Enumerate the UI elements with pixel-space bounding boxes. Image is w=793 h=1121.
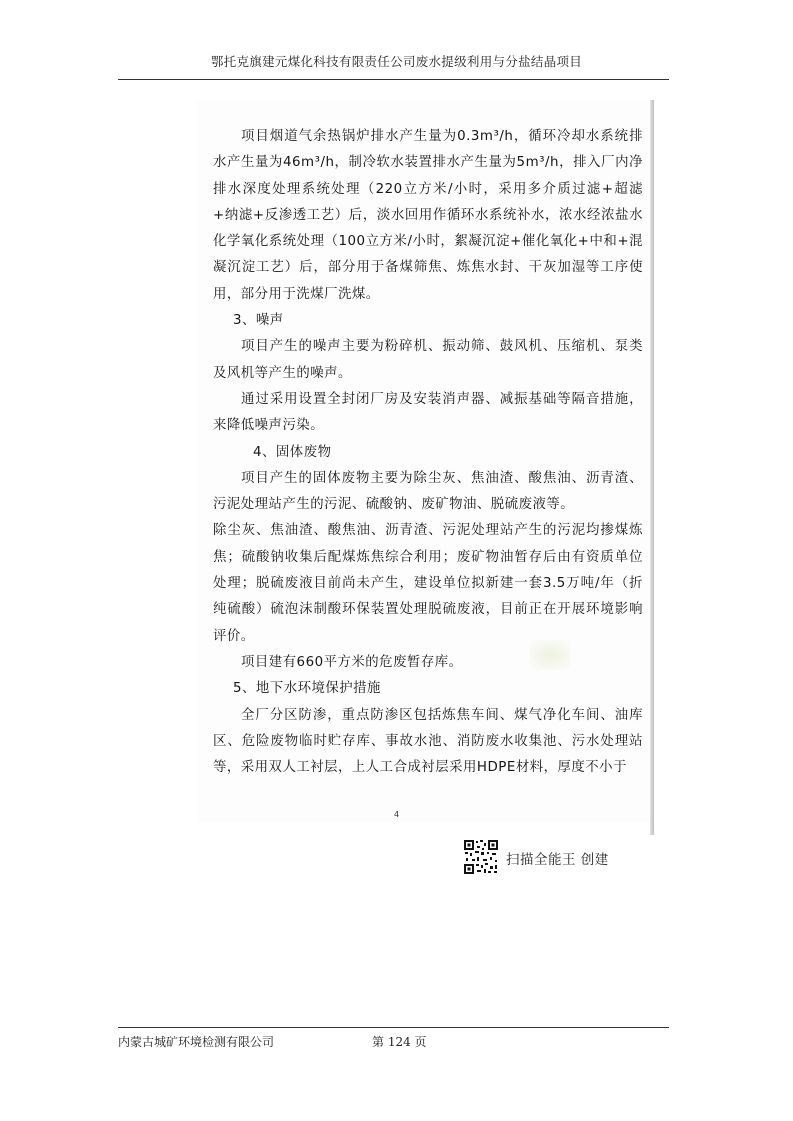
scanner-watermark: 扫描全能王 创建 (506, 852, 609, 868)
footer-page-number: 第 124 页 (372, 1035, 427, 1049)
heading-noise: 3、噪声 (233, 313, 284, 329)
paragraph-solid-waste-disposal: 除尘灰、焦油渣、酸焦油、沥青渣、污泥处理站产生的污泥均掺煤炼焦；硫酸钠收集后配煤炼焦综合利用；废矿物油暂存后由有资质单位处理；脱硫废液目前尚未产生，建设单位拟新建一套3.5万吨/年（折纯硫酸）硫泡沫制酸环保装置处理脱硫废液，目前正在开展环境影响评价。 (213, 523, 643, 644)
scan-page-number: 4 (393, 810, 400, 819)
paragraph-solid-waste-types: 项目产生的固体废物主要为除尘灰、焦油渣、酸焦油、沥青渣、污泥处理站产生的污泥、硫酸钠、废矿物油、脱硫废液等。 (213, 470, 643, 513)
document-body (213, 124, 643, 781)
footer-company: 内蒙古城矿环境检测有限公司 (118, 1035, 275, 1049)
heading-solid-waste: 4、固体废物 (253, 444, 332, 460)
paragraph-wastewater: 项目烟道气余热锅炉排水产生量为0.3m³/h，循环冷却水系统排水产生量为46m³/h，制冷软水装置排水产生量为5m³/h，排入厂内净排水深度处理系统处理（220立方米/小时，采用多介质过滤+超滤+纳滤+反渗透工艺）后，淡水回用作循环水系统补水，浓水经浓盐水化学氧化系统处理（100立方米/小时，絮凝沉淀+催化氧化+中和+混凝沉淀工艺）后，部分用于备煤筛焦、炼焦水封、干灰加湿等工序使用，部分用于洗煤厂洗煤。 (213, 129, 643, 302)
header-divider (118, 79, 669, 80)
paragraph-groundwater: 全厂分区防渗，重点防渗区包括炼焦车间、煤气净化车间、油库区、危险废物临时贮存库、事故水池、消防废水收集池、污水处理站等，采用双人工衬层，上人工合成衬层采用HDPE材料，厚度不小于 (213, 707, 643, 776)
paragraph-hazardous-storage: 项目建有660平方米的危废暂存库。 (241, 654, 463, 670)
paragraph-noise-measures: 通过采用设置全封闭厂房及安装消声器、减振基础等隔音措施，来降低噪声污染。 (213, 391, 643, 434)
header-title: 鄂托克旗建元煤化科技有限责任公司废水提级利用与分盐结晶项目 (210, 54, 583, 69)
heading-groundwater: 5、地下水环境保护措施 (233, 681, 381, 697)
footer-divider (118, 1027, 669, 1028)
qr-code-icon (463, 839, 499, 875)
paragraph-noise-sources: 项目产生的噪声主要为粉碎机、振动筛、鼓风机、压缩机、泵类及风机等产生的噪声。 (213, 339, 643, 381)
scan-page-edge (650, 100, 654, 835)
